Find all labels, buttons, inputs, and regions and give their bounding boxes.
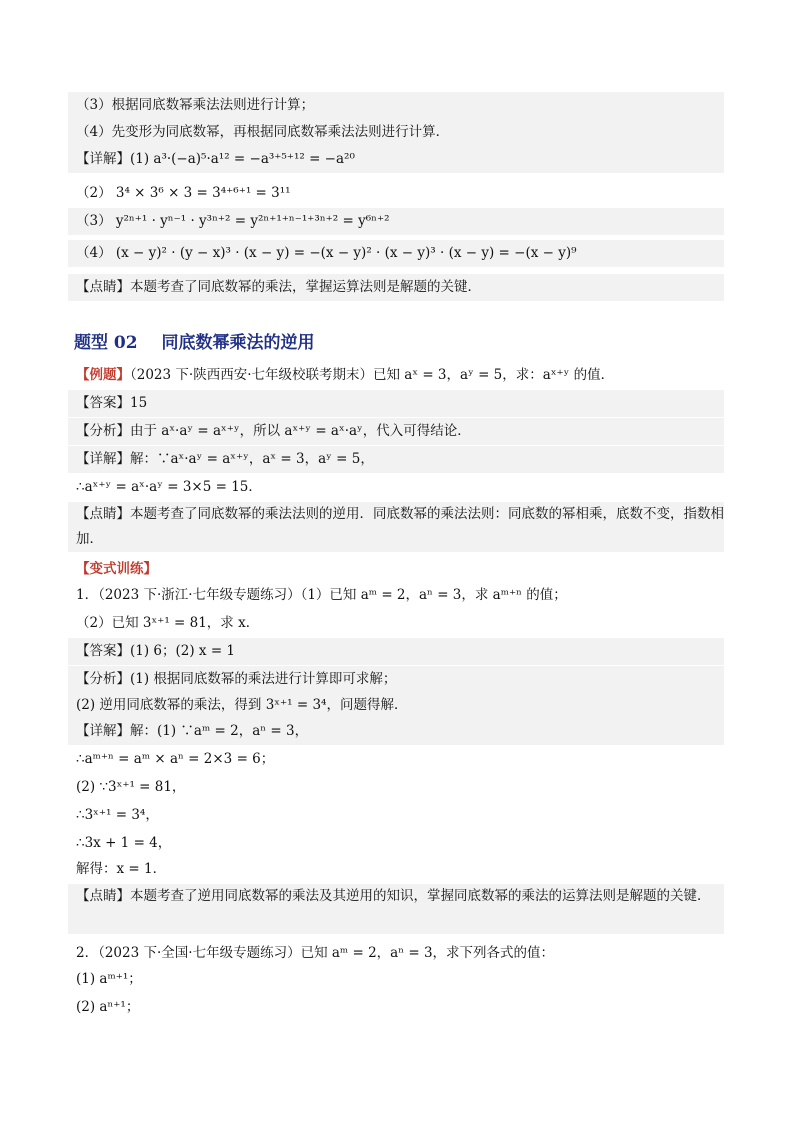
example-analysis: 【分析】由于 aˣ·aʸ = aˣ⁺ʸ，所以 aˣ⁺ʸ = aˣ·aʸ，代入可得结论． (68, 418, 724, 445)
section-number: 题型 02 (74, 333, 138, 353)
prior-detail-4: （4） (x − y)² · (y − x)³ · (x − y) = −(x − y)² · (x − y)³ · (x − y) = −(x − y)⁹ (68, 240, 724, 267)
example-question (68, 362, 724, 389)
prior-detail-1: 【详解】(1) a³·(−a)⁵·a¹² = −a³⁺⁵⁺¹² = −a²⁰ (68, 146, 724, 173)
prior-line-4: （4）先变形为同底数幂，再根据同底数幂乘法法则进行计算． (68, 119, 724, 146)
q2-item-1: (1) aᵐ⁺¹； (76, 971, 142, 987)
example-answer: 【答案】15 (68, 390, 724, 417)
q2-item-2: (2) aⁿ⁺¹； (76, 999, 140, 1015)
q1-analysis-2: (2) 逆用同底数幂的乘法，得到 3ˣ⁺¹ = 3⁴，问题得解． (68, 692, 724, 719)
practice-tag: 【变式训练】 (76, 561, 157, 577)
q1-detail-4: ∴3ˣ⁺¹ = 3⁴， (76, 807, 159, 823)
q1-detail-2: ∴aᵐ⁺ⁿ = aᵐ × aⁿ = 2×3 = 6； (76, 751, 275, 767)
q1-detail-1: 【详解】解：(1) ∵aᵐ = 2，aⁿ = 3， (68, 718, 724, 745)
prior-detail-3: （3） y²ⁿ⁺¹ · yⁿ⁻¹ · y³ⁿ⁺² = y²ⁿ⁺¹⁺ⁿ⁻¹⁺³ⁿ⁺² = y⁶ⁿ⁺² (68, 208, 724, 235)
prior-detail-2: （2） 3⁴ × 3⁶ × 3 = 3⁴⁺⁶⁺¹ = 3¹¹ (76, 185, 291, 201)
example-tag: 【例题】 (76, 367, 130, 383)
prior-comment: 【点睛】本题考查了同底数幂的乘法，掌握运算法则是解题的关键． (68, 274, 724, 301)
q1-part-2: （2）已知 3ˣ⁺¹ = 81，求 x． (76, 615, 260, 631)
prior-line-3: （3）根据同底数幂乘法法则进行计算； (68, 92, 724, 119)
practice-heading (68, 556, 724, 583)
q1-answer: 【答案】(1) 6；(2) x = 1 (68, 638, 724, 665)
example-text: （2023 下·陕西西安·七年级校联考期末）已知 aˣ = 3，aʸ = 5，求：aˣ⁺ʸ 的值． (130, 367, 615, 383)
q1-part-1: 1．（2023 下·浙江·七年级专题练习）（1）已知 aᵐ = 2，aⁿ = 3，求 aᵐ⁺ⁿ 的值； (76, 587, 567, 603)
section-title: 同底数幂乘法的逆用 (161, 333, 315, 353)
q2-question: 2．（2023 下·全国·七年级专题练习）已知 aᵐ = 2，aⁿ = 3，求下列各式的值： (76, 945, 555, 961)
q1-comment: 【点睛】本题考查了逆用同底数幂的乘法及其逆用的知识，掌握同底数幂的乘法的运算法则是解题的关键． (68, 884, 724, 934)
q1-detail-3: (2) ∵3ˣ⁺¹ = 81， (76, 779, 186, 795)
q1-analysis-1: 【分析】(1) 根据同底数幂的乘法进行计算即可求解； (68, 666, 724, 693)
example-detail-1: 【详解】解：∵aˣ·aʸ = aˣ⁺ʸ，aˣ = 3，aʸ = 5， (68, 446, 724, 473)
q1-detail-6: 解得：x = 1． (76, 861, 167, 877)
section-heading (74, 328, 315, 353)
q1-detail-5: ∴3x + 1 = 4， (76, 835, 172, 851)
example-comment: 【点睛】本题考查了同底数幂的乘法法则的逆用．同底数幂的乘法法则：同底数的幂相乘，底数不变，指数相加． (68, 502, 724, 552)
example-detail-2: ∴aˣ⁺ʸ = aˣ·aʸ = 3×5 = 15． (76, 479, 262, 495)
